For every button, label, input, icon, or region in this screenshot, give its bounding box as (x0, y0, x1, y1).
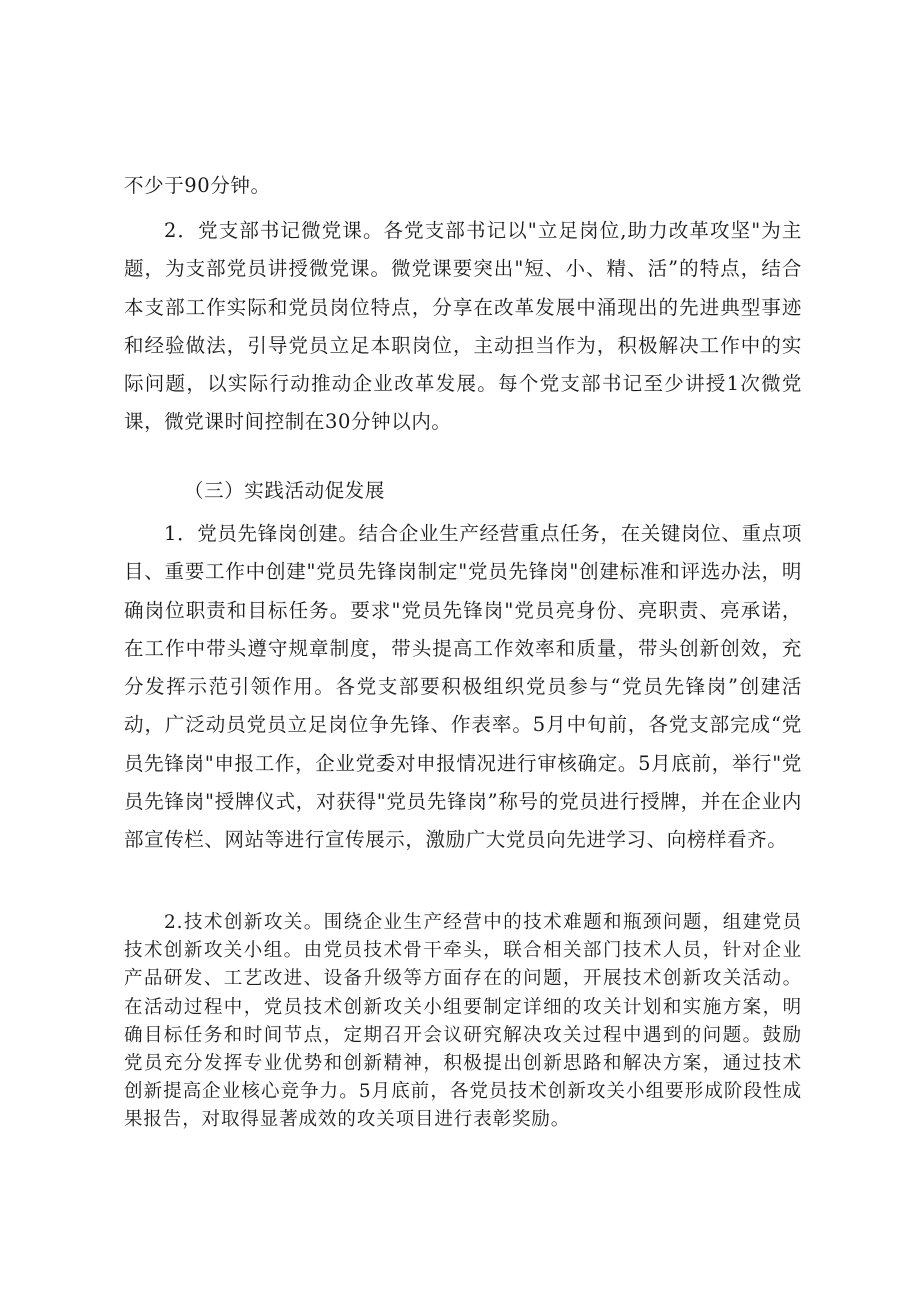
paragraph-continuation: 不少于90分钟。 (124, 174, 271, 197)
section-heading-practice-activities: （三）实践活动促发展 (184, 479, 386, 502)
paragraph-tech-innovation: 2.技术创新攻关。围绕企业生产经营中的技术难题和瓶颈问题，组建党员技术创新攻关小组。由党员技术骨干牵头，联合相关部门技术人员，针对企业产品研发、工艺改进、设备升级等方面存在的问题，开展技术创新攻关活动。在活动过程中，党员技术创新攻关小组要制定详细的攻关计划和实施方案，明确目标任务和时间节点，定期召开会议研究解决攻关过程中遇到的问题。鼓励党员充分发挥专业优势和创新精神，积极提出创新思路和解决方案，通过技术创新提高企业核心竞争力。5月底前，各党员技术创新攻关小组要形成阶段性成果报告，对取得显著成效的攻关项目进行表彰奖励。 (124, 912, 802, 1131)
paragraph-pioneer-post: 1．党员先锋岗创建。结合企业生产经营重点任务，在关键岗位、重点项目、重要工作中创建"党员先锋岗制定"党员先锋岗"创建标准和评选办法，明确岗位职责和目标任务。要求"党员先锋岗"党员亮身份、亮职责、亮承诺，在工作中带头遵守规章制度，带头提高工作效率和质量，带头创新创效，充分发挥示范引领作用。各党支部要积极组织党员参与“党员先锋岗”创建活动，广泛动员党员立足岗位争先锋、作表率。5月中旬前，各党支部完成“党员先锋岗"申报工作，企业党委对申报情况进行审核确定。5月底前，举行"党员先锋岗"授牌仪式，对获得"党员先锋岗”称号的党员进行授牌，并在企业内部宣传栏、网站等进行宣传展示，激励广大党员向先进学习、向榜样看齐。 (124, 522, 802, 852)
paragraph-micro-party-lesson: 2．党支部书记微党课。各党支部书记以"立足岗位,助力改革攻坚"为主题，为支部党员讲授微党课。微党课要突出"短、小、精、活”的特点，结合本支部工作实际和党员岗位特点，分享在改革发展中涌现出的先进典型事迹和经验做法，引导党员立足本职岗位，主动担当作为，积极解决工作中的实际问题，以实际行动推动企业改革发展。每个党支部书记至少讲授1次微党课，微党课时间控制在30分钟以内。 (124, 219, 802, 434)
